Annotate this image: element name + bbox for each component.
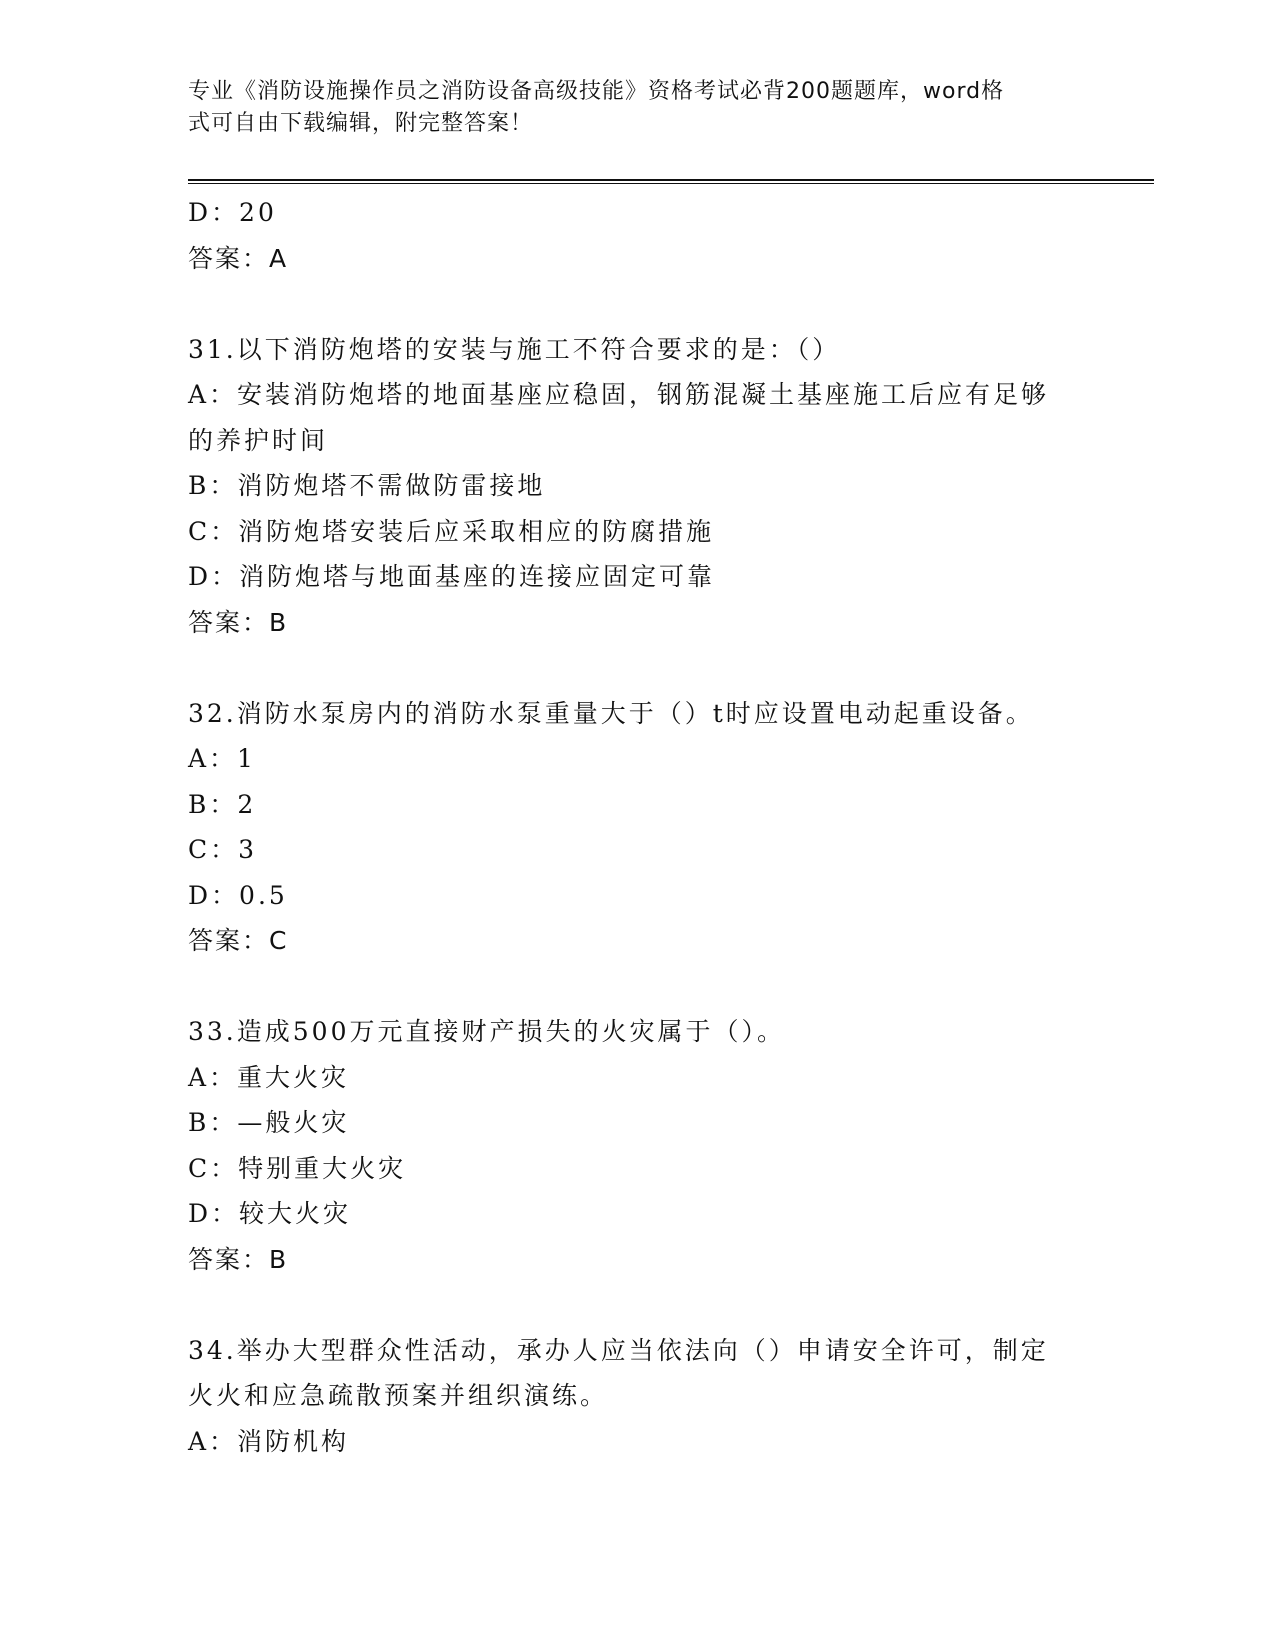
question-block-32: [188, 691, 1088, 964]
header-rule-thin: [188, 183, 1154, 184]
option-c: C：特别重大火灾: [188, 1153, 407, 1183]
option-c: C：消防炮塔安装后应采取相应的防腐措施: [188, 516, 715, 546]
answer-line: 答案：B: [188, 607, 289, 637]
question-block-previous: [188, 190, 1088, 281]
option-a: A：重大火灾: [188, 1062, 350, 1092]
document-header: [188, 76, 1068, 140]
question-list: [188, 190, 1088, 1464]
answer-line: 答案：C: [188, 926, 289, 955]
question-block-33: [188, 1009, 1088, 1282]
option-d: D：0.5: [188, 880, 288, 910]
question-text-continued: 火火和应急疏散预案并组织演练。: [188, 1381, 609, 1410]
header-line-2: 式可自由下载编辑，附完整答案！: [188, 111, 534, 136]
option-d: D：20: [188, 198, 277, 227]
spacer: [188, 1282, 1088, 1328]
question-text: 31.以下消防炮塔的安装与施工不符合要求的是：（）: [188, 334, 841, 364]
option-a: A：消防机构: [188, 1426, 350, 1456]
option-d: D：消防炮塔与地面基座的连接应固定可靠: [188, 562, 716, 591]
option-b: B：消防炮塔不需做防雷接地: [188, 471, 546, 500]
option-d: D：较大火灾: [188, 1199, 352, 1228]
answer-line: 答案：A: [188, 243, 289, 273]
question-text: 33.造成500万元直接财产损失的火灾属于（）。: [188, 1017, 785, 1046]
option-c: C：3: [188, 835, 258, 864]
option-a: A：安装消防炮塔的地面基座应稳固，钢筋混凝土基座施工后应有足够: [188, 380, 1050, 409]
question-text: 34.举办大型群众性活动，承办人应当依法向（）申请安全许可，制定: [188, 1335, 1049, 1365]
option-a-continued: 的养护时间: [188, 425, 329, 455]
option-b: B：2: [188, 789, 257, 819]
question-block-31: [188, 327, 1088, 646]
answer-line: 答案：B: [188, 1244, 289, 1274]
option-b: B：—般火灾: [188, 1108, 350, 1137]
spacer: [188, 281, 1088, 327]
option-a: A：1: [188, 744, 256, 773]
question-text: 32.消防水泵房内的消防水泵重量大于（）t时应设置电动起重设备。: [188, 698, 1034, 728]
spacer: [188, 964, 1088, 1010]
header-rule-thick: [188, 179, 1154, 181]
header-line-1: 专业《消防设施操作员之消防设备高级技能》资格考试必背200题题库，word格: [188, 79, 1005, 104]
spacer: [188, 645, 1088, 691]
question-block-34: [188, 1328, 1088, 1465]
